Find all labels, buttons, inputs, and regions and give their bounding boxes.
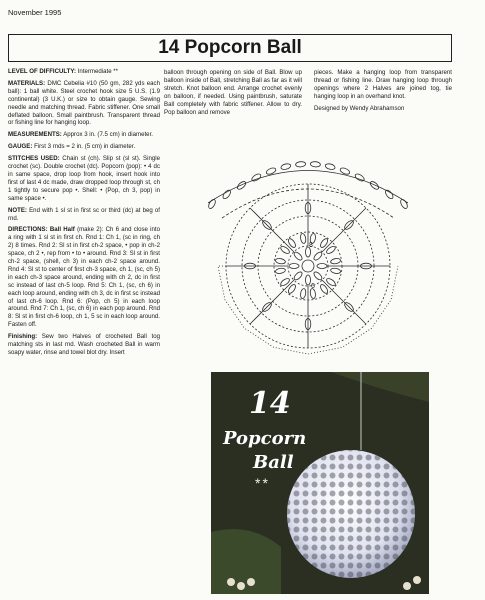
chart-edge-popcorn (222, 189, 232, 200)
chart-edge-popcorn (384, 189, 394, 200)
gauge-text: First 3 rnds = 2 in. (5 cm) in diameter. (32, 143, 136, 151)
page-title: 14 Popcorn Ball (8, 34, 452, 62)
finishing-text: Sew two Halves of crocheted Ball tog matching sts in last rnd. Wash crocheted Ball in warm soapy water, rinse and towel blot dry. Insert (8, 333, 160, 356)
product-photo (211, 372, 429, 594)
chart-round-ring-1 (288, 246, 328, 286)
chart-popcorn-round2 (313, 271, 324, 282)
chart-edge-popcorn (369, 180, 380, 191)
chart-spoke (322, 208, 366, 252)
photo-number: 14 (249, 386, 291, 421)
photo-title-line2: Ball (253, 452, 294, 473)
chart-spoke (250, 280, 294, 324)
instructions-column-1 (8, 68, 160, 361)
chart-edge-popcorn (207, 198, 217, 209)
chart-round-label-6: 6 (311, 283, 315, 290)
chart-center-ring (302, 260, 314, 272)
measurements-label: MEASUREMENTS: (8, 131, 62, 139)
chart-edge-popcorn (399, 198, 409, 209)
issue-date: November 1995 (8, 8, 62, 17)
chart-popcorn-round2 (293, 251, 304, 262)
difficulty-paragraph (8, 68, 160, 76)
chart-popcorn-round2 (306, 275, 311, 285)
chart-shell-popcorn (275, 258, 286, 265)
materials-paragraph (8, 80, 160, 127)
directions-label: DIRECTIONS: Ball Half (8, 226, 75, 234)
difficulty-text: Intermediate ** (76, 68, 119, 75)
chart-shell-popcorn (300, 288, 307, 299)
measurements-paragraph (8, 131, 160, 139)
finishing-end: pieces. Make a hanging loop from transparent thread or fishing line. Draw hanging loop through openings where 2 Halves are joined tog, tie hanging loop in an overhand knot. (314, 69, 452, 100)
crochet-chart (188, 148, 428, 358)
chart-popcorn-round2 (289, 264, 299, 269)
chart-shell-popcorn (300, 233, 307, 244)
directions-text: (make 2): Ch 6 and close into a ring with 1 sl st in first ch. Rnd 1: Ch 1, (sc in ring, ch 2) 8 times. Rnd 2: Sl st in first ch-2 space, • pop in ch-2 space, ch 2 •, rep from • to • around. Rnd 3: Sl st in first ch-2 space, (shell, ch 3) in each ch-2 space around. Rnd 4: Sl st to center of first ch-3 space, ch 1, (sc, ch 5) in each ch-3 space around, ending with ch 2, dc in first sc instead of last ch-5 loop. Rnd 5: Ch 1, (sc, ch 6) in each loop around, ending with ch 3, dc in first sc instead of last ch-6 loop. Rnd 6: (Pop, ch 5) in each loop around. Rnd 7: Ch 1, (sc, ch 6) in each pop around. Rnd 8: Sl st in first ch-6 loop, ch 1, 5 sc in each loop around. Fasten off. (8, 226, 161, 329)
photo-scene (211, 372, 429, 594)
chart-popcorn-round2 (293, 271, 304, 282)
stitches-paragraph (8, 155, 160, 202)
materials-text: DMC Cebelia #10 (50 gm, 282 yds each ball): 1 ball white. Steel crochet hook size 5 U.S. (1.9 continental) (3 U.K.) or size to obtain gauge. Sewing needle and matching thread. Fabric stiffener. One small deflated balloon. Small paintbrush. Transparent thread or fishing line for hanging loop. (8, 79, 160, 127)
instructions-column-2 (164, 69, 302, 120)
chart-round-label-8: 8 (309, 242, 313, 249)
finishing-label: Finishing: (8, 333, 38, 341)
note-label: NOTE: (8, 206, 27, 214)
materials-label: MATERIALS: (8, 79, 46, 87)
chart-edge-popcorn (295, 161, 305, 167)
gauge-paragraph (8, 143, 160, 151)
chart-popcorn-round2 (317, 264, 327, 269)
note-text: End with 1 sl st in first sc or third (dc) at beg of rnd. (8, 206, 160, 222)
stitches-text: Chain st (ch). Slip st (sl st). Single crochet (sc). Double crochet (dc). Popcorn (pop): • 4 dc in same space, drop loop from hook, insert hook into first of last 4 dc made, draw dropped loop through st, ch 1 tightly to secure pop •. Shell: • (Pop, ch 3, pop) in same space •. (8, 155, 160, 202)
instructions-column-3 (314, 69, 452, 117)
finishing-paragraph (8, 333, 160, 357)
finishing-continued: balloon through opening on side of Ball. Blow up balloon inside of Ball, stretching Ball as far as it will stretch. Knot balloon end. Arrange crochet evenly on balloon, if needed. Using paintbrush, saturate Ball completely with fabric stiffener. Allow to dry. Pop balloon and remove (164, 69, 302, 116)
measurements-text: Approx 3 in. (7.5 cm) in diameter. (61, 131, 153, 139)
difficulty-label: LEVEL OF DIFFICULTY: (8, 68, 77, 75)
chart-edge-popcorn (310, 161, 320, 167)
chart-edge-popcorn (354, 173, 365, 183)
crochet-chart-graphic (188, 148, 428, 358)
stitches-label: STITCHES USED: (8, 155, 60, 163)
note-paragraph (8, 207, 160, 223)
designer-credit: Designed by Wendy Abrahamson (314, 104, 405, 112)
chart-spoke (322, 280, 366, 324)
chart-shell-popcorn (330, 268, 341, 275)
difficulty-stars: ** (255, 475, 270, 491)
chart-shell-popcorn (275, 268, 286, 275)
gauge-label: GAUGE: (8, 143, 33, 151)
directions-paragraph (8, 226, 160, 329)
chart-edge-popcorn (325, 163, 336, 170)
chart-edge-popcorn (280, 163, 291, 170)
chart-shell-popcorn (330, 258, 341, 265)
chart-edge-popcorn (251, 173, 262, 183)
chart-popcorn-round2 (313, 251, 324, 262)
chart-edge-popcorn (236, 180, 247, 191)
chart-spoke (250, 208, 294, 252)
photo-title-line1: Popcorn (223, 428, 307, 449)
